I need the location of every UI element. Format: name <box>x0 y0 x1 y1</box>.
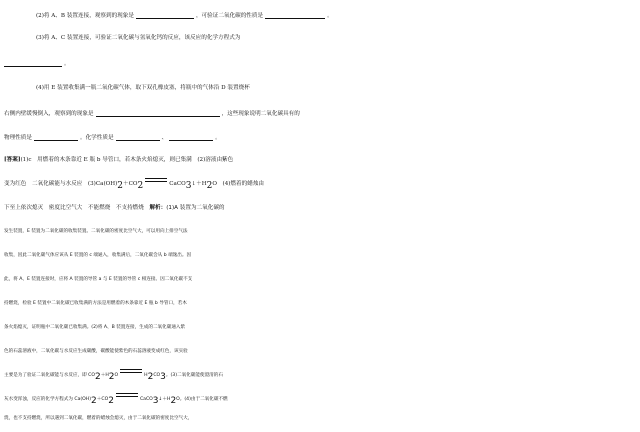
answer-blank <box>4 50 62 67</box>
analysis-text: 。(3)二氧化碳能使澄清的石 <box>165 373 223 378</box>
q3-text-a: (3)将 A、C 装置连接，可验证二氧化碳与氢氧化钙的反应，该反应的化学方程式为 <box>36 35 241 41</box>
answer-line-1 <box>0 148 640 172</box>
q4-text-e: 。化学性质是 <box>79 135 114 141</box>
answer-blank <box>136 2 194 19</box>
analysis-line: 收集，因此二氧化碳气体应该从 E 装置的 c 端通入，收集满后，二氧化碳会从 b 端逸出。因 <box>4 253 192 258</box>
equals-sign <box>120 369 142 373</box>
answer-text-2a: 变为红色 二氧化碳能与水反应 (3)Ca(OH) <box>4 181 118 187</box>
question-4-line-3 <box>0 124 640 148</box>
q4-text-d: 物理性质是 <box>4 135 32 141</box>
subscript: 2 <box>108 396 114 406</box>
analysis-line <box>0 408 640 430</box>
answer-text-3a: 下至上依次熄灭 密度比空气大 不能燃烧 不支持燃烧 <box>4 205 150 211</box>
q2-text-b: ，可验证二氧化碳的性质是 <box>195 13 264 19</box>
subscript: 2 <box>170 396 177 406</box>
question-3-line <box>0 26 640 50</box>
analysis-line: 色的石蕊溶液中，二氧化碳与水反应生成碳酸，碳酸能使紫色的石蕊溶液变成红色，该实验 <box>4 349 188 354</box>
answer-text-2d: ↓＋H <box>191 181 207 187</box>
subscript: 2 <box>117 181 124 191</box>
analysis-text: 灰水变浑浊，反应的化学方程式为 Ca(OH) <box>4 397 92 402</box>
analysis-text: CO <box>153 373 161 378</box>
subscript: 2 <box>94 372 101 382</box>
subscript: 2 <box>137 181 144 191</box>
q4-text-f: 、 <box>161 135 168 141</box>
equals-sign <box>145 178 167 182</box>
analysis-text: 主要是为了验证二氧化碳能与水反应，即 CO <box>4 373 95 378</box>
analysis-line: 发生装置，E 装置为二氧化碳的收集装置。二氧化碳的密度比空气大，可以用向上排空气法 <box>4 229 188 234</box>
q4-text-c: ，这些现象说明二氧化碳具有的 <box>221 111 300 117</box>
answer-blank <box>116 124 160 141</box>
answer-line-2 <box>0 172 640 196</box>
q3-text-b: 。 <box>64 61 70 67</box>
q4-text-b: 右侧内壁缓慢倒入，观察到的现象是 <box>4 111 94 117</box>
subscript: 3 <box>185 181 192 191</box>
analysis-text: CaCO <box>139 397 153 402</box>
analysis-text: ＋H <box>100 373 109 378</box>
answer-label: [答案] <box>4 157 21 163</box>
answer-text-2c: CaCO <box>169 181 186 187</box>
subscript: 2 <box>147 372 154 382</box>
subscript: 3 <box>160 372 166 382</box>
q4-text-a: (4)用 E 装置收集满一瓶二氧化碳气体，取下双孔橡皮塞，将瓶中的气体沿 D 装置烧杯 <box>36 85 250 91</box>
analysis-text: O <box>114 373 119 378</box>
equals-sign <box>116 393 138 397</box>
question-4-line-2 <box>0 100 640 124</box>
analysis-text: O。(4)由于二氧化碳不燃 <box>176 397 228 402</box>
analysis-text: ↓＋H <box>158 397 171 402</box>
analysis-text: H <box>144 373 148 378</box>
answer-blank <box>34 124 78 141</box>
answer-text-2e: O (4)燃着的蜡烛由 <box>212 181 265 187</box>
analysis-text-start: (1)A 装置为二氧化碳的 <box>166 205 225 211</box>
analysis-line: 持燃烧，检验 E 装置中二氧化碳已收集满的方法是用燃着的木条靠近 E 瓶 b 导管口，若木 <box>4 301 187 306</box>
analysis-text: ＋CO <box>96 397 109 402</box>
answer-blank <box>169 124 213 141</box>
question-2-line <box>0 2 640 26</box>
answer-blank <box>96 100 220 117</box>
subscript: 2 <box>108 372 115 382</box>
analysis-line: 条火焰熄灭，证明瓶中二氧化碳已收集满。(2)将 A、B 装置连接，生成的二氧化碳通入紫 <box>4 325 186 330</box>
q2-text-a: (2)将 A、B 装置连接，观察到的现象是 <box>36 13 134 19</box>
subscript: 2 <box>91 396 97 406</box>
q2-text-c: 。 <box>327 13 333 19</box>
answer-line-3 <box>0 196 640 220</box>
q4-text-g: 。 <box>215 135 221 141</box>
subscript: 3 <box>152 396 159 406</box>
answer-text-1: (1)c 用燃着的木条靠近 E 瓶 b 导管口，若木条火焰熄灭，则已集满 (2)溶液由紫色 <box>20 157 234 163</box>
analysis-line-equation-1 <box>0 364 640 388</box>
analysis-text: 烧，也不支持燃烧，所以遇到二氧化碳，燃着的蜡烛会熄灭，由于二氧化碳的密度比空气大， <box>4 416 193 421</box>
answer-blank <box>265 2 325 19</box>
answer-text-2b: ＋CO <box>123 181 138 187</box>
question-3-blank-line <box>0 50 640 74</box>
subscript: 2 <box>206 181 213 191</box>
analysis-label: 解析： <box>149 205 167 211</box>
analysis-line: 此，将 A、E 装置连接时，应将 A 装置的导管 a 与 E 装置的导管 c 相连接。因二氧化碳不支 <box>4 277 193 282</box>
question-4-line-1 <box>0 76 640 100</box>
